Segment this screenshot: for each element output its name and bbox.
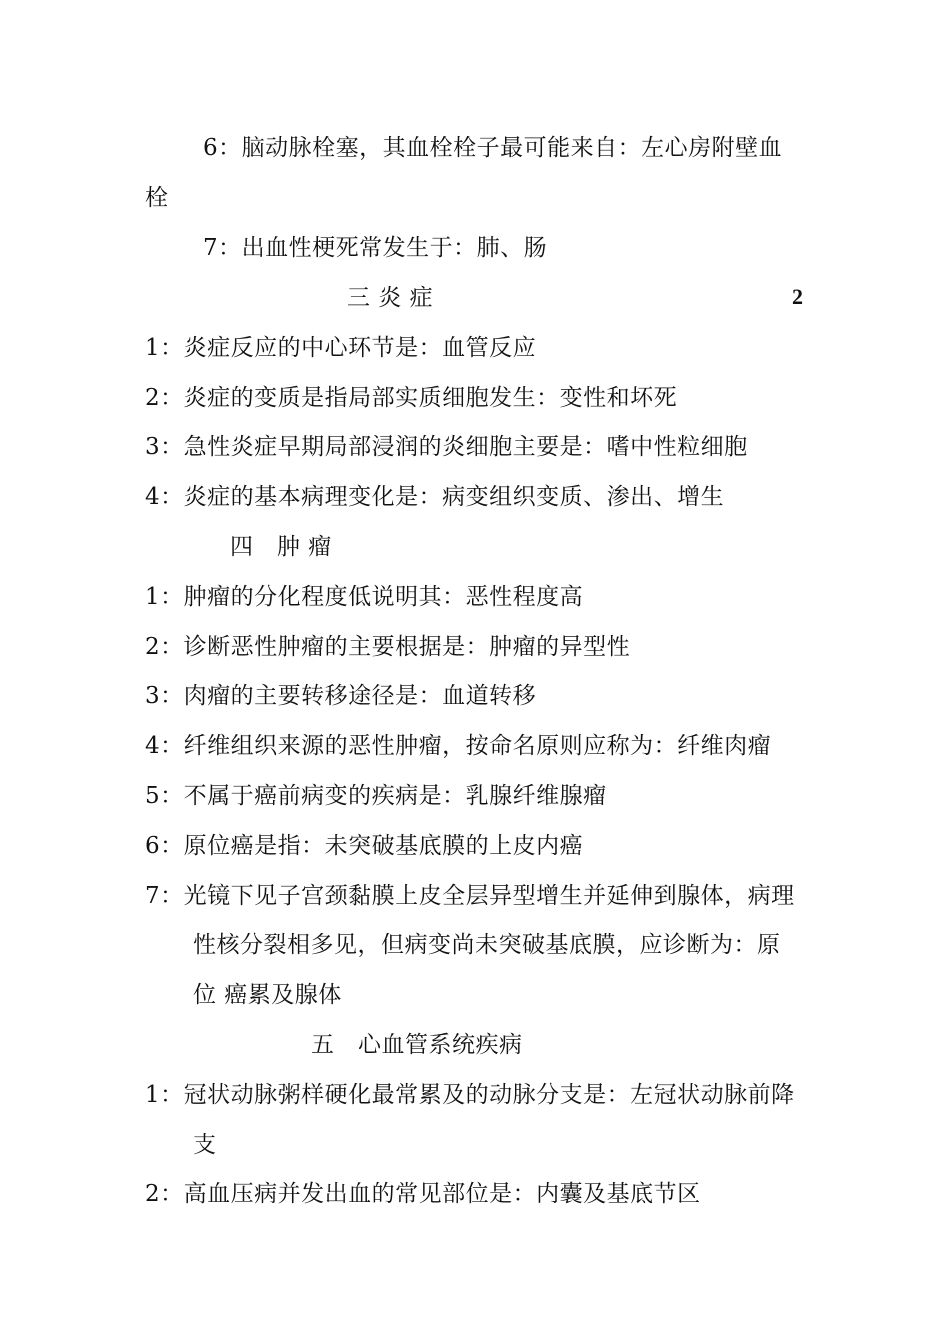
text-line: 1：肿瘤的分化程度低说明其：恶性程度高 xyxy=(145,584,584,610)
text-line: 7：光镜下见子宫颈黏膜上皮全层异型增生并延伸到腺体，病理 xyxy=(145,883,795,909)
text-line: 2：高血压病并发出血的常见部位是：内囊及基底节区 xyxy=(145,1181,701,1207)
text-line: 支 xyxy=(193,1132,217,1158)
text-line: 4：纤维组织来源的恶性肿瘤，按命名原则应称为：纤维肉瘤 xyxy=(145,733,772,759)
text-line: 位 癌累及腺体 xyxy=(193,982,342,1008)
text-line: 栓 xyxy=(145,185,169,211)
section-heading: 四 肿 瘤 xyxy=(230,534,332,560)
text-line: 2：炎症的变质是指局部实质细胞发生：变性和坏死 xyxy=(145,385,678,411)
text-line: 5：不属于癌前病变的疾病是：乳腺纤维腺瘤 xyxy=(145,783,607,809)
text-line: 7：出血性梗死常发生于：肺、肠 xyxy=(203,235,548,261)
text-line: 4：炎症的基本病理变化是：病变组织变质、渗出、增生 xyxy=(145,484,725,510)
page-number: 2 xyxy=(792,284,803,309)
text-line: 1：冠状动脉粥样硬化最常累及的动脉分支是：左冠状动脉前降 xyxy=(145,1082,795,1108)
text-line: 3：急性炎症早期局部浸润的炎细胞主要是：嗜中性粒细胞 xyxy=(145,434,748,460)
section-heading: 三 炎 症 xyxy=(347,285,434,311)
section-heading: 五 心血管系统疾病 xyxy=(311,1032,523,1058)
text-line: 2：诊断恶性肿瘤的主要根据是：肿瘤的异型性 xyxy=(145,634,631,660)
text-line: 1：炎症反应的中心环节是：血管反应 xyxy=(145,335,537,361)
text-line: 3：肉瘤的主要转移途径是：血道转移 xyxy=(145,683,537,709)
text-line: 性核分裂相多见，但病变尚未突破基底膜，应诊断为：原 xyxy=(193,932,781,958)
text-line: 6：原位癌是指：未突破基底膜的上皮内癌 xyxy=(145,833,584,859)
text-line: 6：脑动脉栓塞，其血栓栓子最可能来自：左心房附壁血 xyxy=(203,135,783,161)
